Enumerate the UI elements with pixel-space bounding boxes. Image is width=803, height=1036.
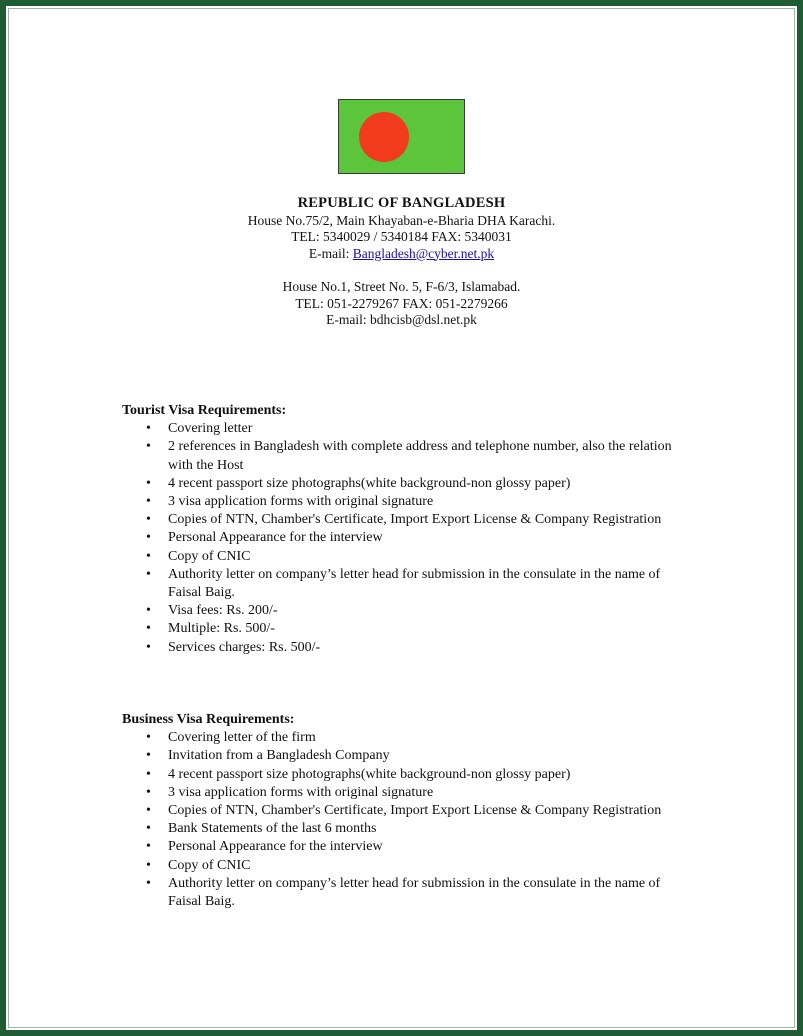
requirement-list-item [122, 729, 682, 747]
requirement-text: Invitation from a Bangladesh Company [168, 748, 390, 764]
karachi-email-line [0, 246, 803, 263]
business-visa-heading: Business Visa Requirements: [122, 712, 295, 727]
requirement-list-item [122, 493, 682, 511]
requirement-text: Authority letter on company’s letter head for submission in the consulate in the name of Faisal Baig. [168, 875, 661, 910]
requirement-text: Visa fees: Rs. 200/- [168, 603, 278, 619]
karachi-phone-fax: TEL: 5340029 / 5340184 FAX: 5340031 [291, 229, 512, 244]
requirement-list-item [122, 784, 682, 802]
bullet-icon: • [146, 512, 151, 528]
requirement-text: Copy of CNIC [168, 548, 251, 564]
islamabad-email: E-mail: bdhcisb@dsl.net.pk [326, 312, 477, 327]
bangladesh-flag-image [338, 99, 465, 174]
bullet-icon: • [146, 875, 151, 891]
flag-graphic [339, 100, 464, 173]
islamabad-contact-block [0, 279, 803, 329]
requirement-text: Authority letter on company’s letter head for submission in the consulate in the name of Faisal Baig. [168, 566, 661, 601]
requirement-list-item [122, 857, 682, 875]
bullet-icon: • [146, 857, 151, 873]
karachi-address: House No.75/2, Main Khayaban-e-Bharia DHA Karachi. [247, 212, 556, 228]
requirement-text: 4 recent passport size photographs(white background-non glossy paper) [168, 766, 571, 782]
requirement-text: Copies of NTN, Chamber's Certificate, Import Export License & Company Registration [168, 803, 662, 819]
requirement-text: Personal Appearance for the interview [168, 839, 383, 855]
requirement-text: Bank Statements of the last 6 months [168, 821, 377, 837]
requirement-list-item [122, 529, 682, 547]
islamabad-address: House No.1, Street No. 5, F-6/3, Islamabad. [282, 279, 521, 294]
requirement-list-item [122, 820, 682, 838]
karachi-email-link[interactable]: Bangladesh@cyber.net.pk [352, 245, 495, 261]
requirement-text: 4 recent passport size photographs(white background-non glossy paper) [168, 475, 571, 491]
bullet-icon: • [146, 603, 151, 619]
bullet-icon: • [146, 766, 151, 782]
requirement-list-item [122, 420, 682, 438]
requirement-list-item [122, 475, 682, 493]
bullet-icon: • [146, 475, 151, 491]
requirement-list-item [122, 602, 682, 620]
bullet-icon: • [146, 530, 151, 546]
bullet-icon: • [146, 821, 151, 837]
bullet-icon: • [146, 730, 151, 746]
requirement-list-item [122, 766, 682, 784]
requirement-list-item [122, 620, 682, 638]
bullet-icon: • [146, 494, 151, 510]
requirement-text: Multiple: Rs. 500/- [168, 621, 275, 637]
requirement-list-item [122, 548, 682, 566]
bullet-icon: • [146, 639, 151, 655]
bullet-icon: • [146, 548, 151, 564]
bullet-icon: • [146, 439, 151, 455]
requirement-text: Copies of NTN, Chamber's Certificate, Import Export License & Company Registration [168, 512, 662, 528]
bullet-icon: • [146, 621, 151, 637]
requirement-list-item [122, 838, 682, 856]
tourist-visa-section [122, 402, 682, 657]
requirement-text: 2 references in Bangladesh with complete address and telephone number, also the relation with the Host [168, 439, 672, 473]
bullet-icon: • [146, 784, 151, 800]
requirement-list-item [122, 802, 682, 820]
requirement-list-item [122, 747, 682, 765]
requirement-list-item [122, 438, 682, 474]
requirement-text: Covering letter of the firm [168, 730, 316, 746]
bullet-icon: • [146, 803, 151, 819]
requirement-list-item [122, 566, 682, 602]
tourist-visa-heading: Tourist Visa Requirements: [122, 403, 287, 418]
business-requirements-list [122, 729, 682, 911]
tourist-requirements-list [122, 420, 682, 657]
karachi-email-label: E-mail: [308, 245, 353, 261]
flag-red-disc [359, 112, 409, 162]
requirement-list-item [122, 875, 682, 911]
requirement-text: Services charges: Rs. 500/- [168, 639, 321, 655]
bullet-icon: • [146, 566, 151, 582]
bullet-icon: • [146, 748, 151, 764]
requirement-text: Copy of CNIC [168, 857, 251, 873]
requirement-text: Covering letter [168, 421, 253, 437]
business-visa-section [122, 711, 682, 911]
requirement-text: 3 visa application forms with original signature [168, 494, 434, 510]
bullet-icon: • [146, 421, 151, 437]
islamabad-phone-fax: TEL: 051-2279267 FAX: 051-2279266 [295, 295, 508, 311]
requirement-text: Personal Appearance for the interview [168, 530, 383, 546]
page-title: REPUBLIC OF BANGLADESH [297, 195, 506, 211]
bullet-icon: • [146, 839, 151, 855]
requirement-list-item [122, 639, 682, 657]
karachi-contact-block [0, 195, 803, 262]
requirement-text: 3 visa application forms with original signature [168, 784, 434, 800]
requirement-list-item [122, 511, 682, 529]
